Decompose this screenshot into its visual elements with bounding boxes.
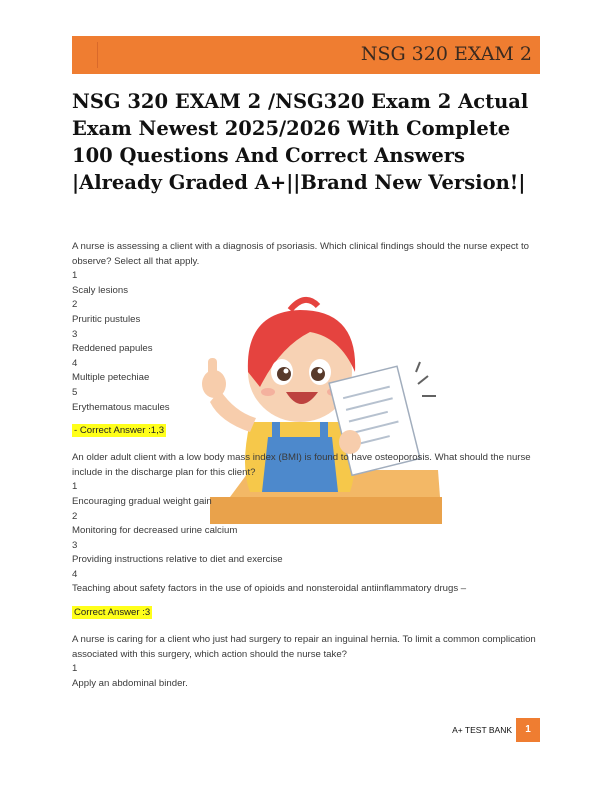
question-text: A nurse is assessing a client with a diagnosis of psoriasis. Which clinical findings should the nurse expect to observe? Select all that apply. [72,241,530,267]
option-number: 3 [72,328,78,340]
question-1 [72,240,542,437]
option-text: Erythematous macules [72,401,170,413]
option-number: 3 [72,539,78,551]
option-text: Multiple petechiae [72,372,150,384]
correct-answer: Correct Answer :3 [74,607,151,619]
option-text: Encouraging gradual weight gain [72,495,212,507]
document-title: NSG 320 EXAM 2 /NSG320 Exam 2 Actual Exam Newest 2025/2026 With Complete 100 Questions And Correct Answers |Already Graded A+||Brand New Version!| [72,90,529,194]
option-number: 4 [72,357,78,369]
option-text: Apply an abdominal binder. [72,677,188,689]
option-number: 4 [72,568,78,580]
option-number: 2 [72,510,78,522]
question-3 [72,633,542,691]
header-divider [97,42,98,68]
question-2 [72,451,542,619]
option-number: 2 [72,299,78,311]
option-number: 1 [72,663,78,675]
option-text: Monitoring for decreased urine calcium [72,525,238,537]
option-text: Providing instructions relative to diet and exercise [72,554,283,566]
question-text: An older adult client with a low body mass index (BMI) is found to have osteoporosis. What should the nurse include in the discharge plan for this client? [72,452,531,478]
option-text: Reddened papules [72,343,153,355]
option-number: 5 [72,386,78,398]
correct-answer: - Correct Answer :1,3 [74,425,165,437]
option-text: Teaching about safety factors in the use of opioids and nonsteroidal antiinflammatory drugs – [72,583,467,595]
option-number: 1 [72,270,78,282]
page-number: 1 [516,718,540,742]
option-text: Scaly lesions [72,284,128,296]
option-number: 1 [72,481,78,493]
question-content [72,240,542,691]
header-title: NSG 320 EXAM 2 [360,43,532,65]
question-text: A nurse is caring for a client who just had surgery to repair an inguinal hernia. To limit a common complication associated with this surgery, which action should the nurse take? [72,634,536,660]
footer-label: A+ TEST BANK [452,725,512,735]
header-bar [72,36,540,74]
option-text: Pruritic pustules [72,313,141,325]
